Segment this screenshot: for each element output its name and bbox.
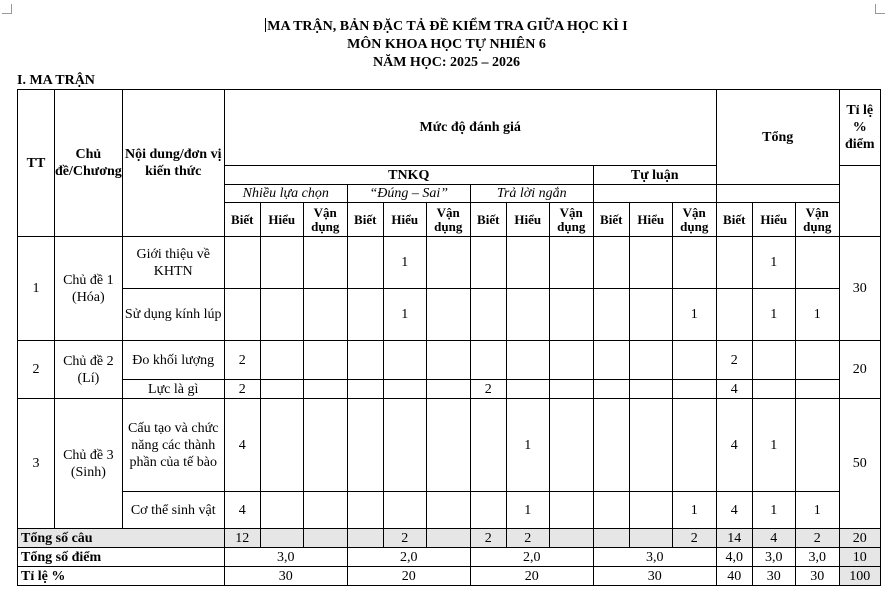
header-tnkq: TNKQ xyxy=(224,166,593,185)
row-chu-de: Chủ đề 2 (Lí) xyxy=(55,341,123,399)
header-tu-luan-blank xyxy=(593,185,716,203)
row-content: Cơ thể sinh vật xyxy=(122,492,224,529)
page-corner-mark-right xyxy=(875,4,885,14)
cell-value: 4 xyxy=(224,492,260,529)
cell-value: 1 xyxy=(752,237,795,289)
tong-so-cau-label: Tổng số câu xyxy=(18,529,225,548)
col-van-dung: Vận dụng xyxy=(426,203,470,237)
cell-value: 4 xyxy=(752,529,795,548)
header-nhieu-lua-chon: Nhiều lựa chọn xyxy=(224,185,347,203)
page-corner-mark-left xyxy=(2,4,12,14)
cell-value: 30 xyxy=(752,567,795,586)
cell-value: 1 xyxy=(383,289,426,341)
document-title xyxy=(0,18,893,72)
col-van-dung: Vận dụng xyxy=(549,203,593,237)
cell-value: 4 xyxy=(716,380,752,399)
col-hieu: Hiểu xyxy=(383,203,426,237)
row-ti-le: 20 xyxy=(839,341,880,399)
ti-le-label: Tỉ lệ % xyxy=(18,567,225,586)
title-line-2: MÔN KHOA HỌC TỰ NHIÊN 6 xyxy=(347,37,546,52)
row-ti-le: 50 xyxy=(839,399,880,529)
col-biet: Biết xyxy=(224,203,260,237)
header-chu-de: Chủ đề/Chương xyxy=(55,90,123,237)
header-ti-le: Tỉ lệ % điểm xyxy=(839,90,880,166)
header-tong: Tổng xyxy=(716,90,839,185)
cell-value: 30 xyxy=(224,567,347,586)
col-van-dung: Vận dụng xyxy=(672,203,716,237)
col-biet: Biết xyxy=(470,203,506,237)
cell-value: 2 xyxy=(470,380,506,399)
cell-value: 30 xyxy=(593,567,716,586)
col-hieu: Hiểu xyxy=(752,203,795,237)
row-tt: 3 xyxy=(18,399,55,529)
row-chu-de: Chủ đề 3 (Sinh) xyxy=(55,399,123,529)
col-hieu: Hiểu xyxy=(260,203,303,237)
row-tt: 2 xyxy=(18,341,55,399)
section-heading: I. MA TRẬN xyxy=(17,73,95,88)
col-biet: Biết xyxy=(347,203,383,237)
title-line-3: NĂM HỌC: 2025 – 2026 xyxy=(373,55,520,70)
cell-value: 1 xyxy=(795,289,839,341)
cell-value: 3,0 xyxy=(752,548,795,567)
cell-value: 2 xyxy=(224,380,260,399)
cell-value: 3,0 xyxy=(224,548,347,567)
col-biet: Biết xyxy=(716,203,752,237)
cell-value: 2 xyxy=(672,529,716,548)
header-tu-luan: Tự luận xyxy=(593,166,716,185)
cell-value: 20 xyxy=(347,567,470,586)
cell-value: 2 xyxy=(470,529,506,548)
cell-value: 1 xyxy=(752,399,795,492)
header-muc-do: Mức độ đánh giá xyxy=(224,90,716,166)
cell-value: 1 xyxy=(672,289,716,341)
cell-value: 4,0 xyxy=(716,548,752,567)
cell-value: 2 xyxy=(795,529,839,548)
cell-value: 2,0 xyxy=(347,548,470,567)
header-ti-le-blank xyxy=(839,166,880,237)
cell-value: 40 xyxy=(716,567,752,586)
header-tong-blank xyxy=(716,185,839,203)
header-tt: TT xyxy=(18,90,55,237)
row-ti-le: 30 xyxy=(839,237,880,341)
row-tt: 1 xyxy=(18,237,55,341)
col-van-dung: Vận dụng xyxy=(303,203,347,237)
cell-value: 1 xyxy=(506,492,549,529)
cell-value: 2 xyxy=(716,341,752,380)
cell-value: 1 xyxy=(795,492,839,529)
cell-value: 1 xyxy=(752,492,795,529)
row-content: Giới thiệu về KHTN xyxy=(122,237,224,289)
col-van-dung: Vận dụng xyxy=(795,203,839,237)
cell-value: 10 xyxy=(839,548,880,567)
title-line-1: MA TRẬN, BẢN ĐẶC TẢ ĐỀ KIỂM TRA GIỮA HỌC KÌ I xyxy=(267,19,628,34)
cell-value: 2 xyxy=(506,529,549,548)
col-biet: Biết xyxy=(593,203,629,237)
tong-so-diem-label: Tổng số điểm xyxy=(18,548,225,567)
header-dung-sai: “Đúng – Sai” xyxy=(347,185,470,203)
cell-value: 20 xyxy=(470,567,593,586)
row-content: Cấu tạo và chức năng các thành phần của tế bào xyxy=(122,399,224,492)
cell-value: 2,0 xyxy=(470,548,593,567)
row-content: Đo khối lượng xyxy=(122,341,224,380)
cell-value: 1 xyxy=(672,492,716,529)
cell-value: 4 xyxy=(224,399,260,492)
cell-value: 20 xyxy=(839,529,880,548)
cell-value: 3,0 xyxy=(795,548,839,567)
col-hieu: Hiểu xyxy=(506,203,549,237)
row-content: Lực là gì xyxy=(122,380,224,399)
row-content: Sử dụng kính lúp xyxy=(122,289,224,341)
cell-value: 1 xyxy=(752,289,795,341)
header-noi-dung: Nội dung/đơn vị kiến thức xyxy=(122,90,224,237)
cell-value: 4 xyxy=(716,399,752,492)
matrix-table xyxy=(17,89,881,586)
cell-value: 2 xyxy=(224,341,260,380)
cell-value: 3,0 xyxy=(593,548,716,567)
cell-value: 1 xyxy=(506,399,549,492)
cell-value: 4 xyxy=(716,492,752,529)
header-tra-loi-ngan: Trả lời ngắn xyxy=(470,185,593,203)
col-hieu: Hiểu xyxy=(629,203,672,237)
cell-value: 14 xyxy=(716,529,752,548)
cell-value: 2 xyxy=(383,529,426,548)
cell-value: 12 xyxy=(224,529,260,548)
row-chu-de: Chủ đề 1 (Hóa) xyxy=(55,237,123,341)
cell-value: 30 xyxy=(795,567,839,586)
cell-value: 1 xyxy=(383,237,426,289)
cell-value: 100 xyxy=(839,567,880,586)
